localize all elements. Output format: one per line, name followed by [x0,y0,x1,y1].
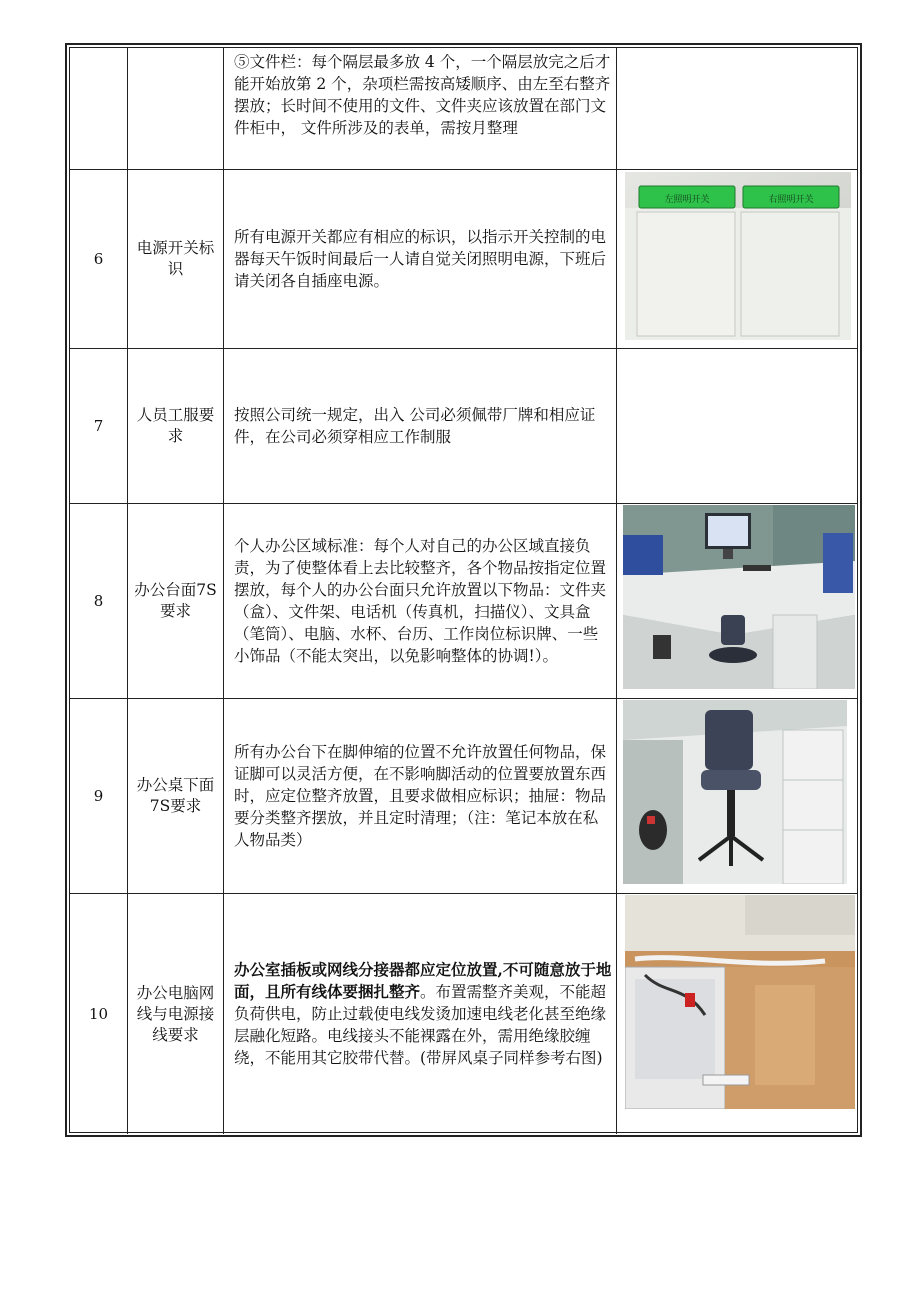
row-item-cell: 办公桌下面7S要求 [128,699,224,893]
standards-table [65,43,862,1137]
row-photo-cell [617,48,857,169]
row-number-cell: 7 [70,349,128,503]
row-photo-cell [617,699,857,893]
under-desk-photo [623,700,847,884]
row-item-cell: 办公电脑网线与电源接线要求 [128,894,224,1134]
row-description-cell [224,894,617,1134]
light-switch-photo [625,172,851,340]
table-row [70,894,857,1134]
office-desk-photo [623,505,855,689]
row-description: ⑤文件栏：每个隔层最多放 4 个，一个隔层放完之后才能开始放第 2 个，杂项栏需按高矮顺序、由左至右整齐摆放；长时间不使用的文件、文件夹应该放置在部门文件柜中， 文件所涉及的表单，需按月整理 [234,53,611,137]
table-row [70,349,857,504]
row-description-cell [224,170,617,348]
row-photo-cell [617,349,857,503]
table-row [70,699,857,894]
row-description: 所有办公台下在脚伸缩的位置不允许放置任何物品，保证脚可以灵活方便，在不影响脚活动的位置要放置东西时，应定位整齐放置，且要求做相应标识；抽屉：物品要分类整齐摆放，并且定时清理；（注：笔记本放在私人物品类） [234,743,607,849]
row-number-cell: 10 [70,894,128,1134]
row-item-cell: 办公台面7S要求 [128,504,224,698]
row-number-cell: 8 [70,504,128,698]
row-photo-cell [617,504,857,698]
row-description-cell [224,699,617,893]
row-description: 个人办公区域标准：每个人对自己的办公区域直接负责，为了使整体看上去比较整齐，各个物品按指定位置摆放，每个人的办公台面只允许放置以下物品：文件夹（盒）、文件架、电话机（传真机，扫描仪）、文具盒（笔筒）、电脑、水杯、台历、工作岗位标识牌、一些小饰品（不能太突出，以免影响整体的协调!）。 [234,537,607,665]
row-description-cell [224,349,617,503]
row-item-cell: 电源开关标识 [128,170,224,348]
row-description-cell [224,48,617,169]
row-item-cell: 人员工服要求 [128,349,224,503]
row-photo-cell [617,894,857,1134]
row-number-cell: 6 [70,170,128,348]
table-row [70,48,857,170]
row-description: 所有电源开关都应有相应的标识，以指示开关控制的电器每天午饭时间最后一人请自觉关闭照明电源，下班后请关闭各自插座电源。 [234,228,607,290]
table-row [70,170,857,349]
row-item-cell [128,48,224,169]
row-description: 按照公司统一规定，出入 公司必须佩带厂牌和相应证件，在公司必须穿相应工作制服 [234,406,596,446]
row-photo-cell [617,170,857,348]
left-switch-label: 左照明开关 [664,195,710,205]
row-description-rest: 。布置需整齐美观，不能超负荷供电，防止过载使电线发烫加速电线老化甚至绝缘层融化短路。电线接头不能裸露在外，需用绝缘胶缠绕，不能用其它胶带代替。(带屏风桌子同样参考右图) [234,983,607,1067]
row-number-cell: 9 [70,699,128,893]
row-description-bold: 办公室插板或网线分接器都应定位放置,不可随意放于地面，且所有线体要捆扎整齐 [234,960,612,1001]
cable-wiring-photo [625,895,855,1109]
row-description-cell [224,504,617,698]
table-row [70,504,857,699]
row-description [234,959,612,1069]
row-number-cell [70,48,128,169]
right-switch-label: 右照明开关 [768,195,814,205]
